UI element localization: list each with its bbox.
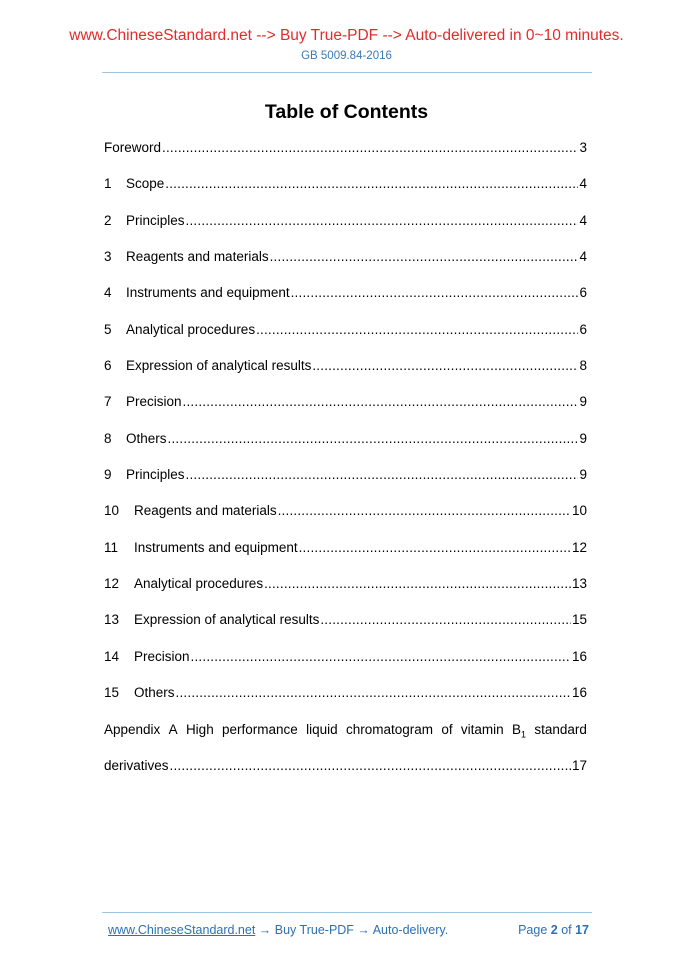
dot-leader: [165, 176, 578, 191]
toc-entry[interactable]: [104, 213, 587, 233]
footer-site-link[interactable]: www.ChineseStandard.net: [108, 923, 256, 937]
dot-leader: [168, 431, 579, 446]
toc-page: 10: [571, 503, 587, 519]
toc-page: 4: [579, 176, 587, 192]
appendix-word: High: [185, 721, 214, 737]
toc-entry[interactable]: [104, 322, 587, 342]
footer-divider: [102, 912, 592, 913]
footer-promo-text: → Buy True-PDF → Auto-delivery.: [255, 923, 449, 937]
dot-leader: [170, 758, 571, 773]
toc-number: 8: [104, 430, 112, 446]
dot-leader: [183, 394, 579, 409]
toc-page: 13: [571, 576, 587, 592]
toc-label: Analytical procedures: [126, 321, 256, 337]
dot-leader: [176, 685, 571, 700]
toc-number: 9: [104, 467, 112, 483]
toc-entry[interactable]: [104, 685, 587, 705]
toc-entry[interactable]: [104, 649, 587, 669]
toc-page: 16: [571, 685, 587, 701]
toc-label: Precision: [134, 648, 190, 664]
standard-code: GB 5009.84-2016: [301, 50, 392, 62]
toc-number: 4: [104, 285, 112, 301]
toc-entry[interactable]: [104, 249, 587, 269]
toc-number: 5: [104, 321, 112, 337]
toc-label: derivatives: [104, 757, 169, 773]
toc-entry[interactable]: [104, 612, 587, 632]
toc-page: 12: [571, 539, 587, 555]
toc-entry-appendix[interactable]: [104, 722, 587, 742]
toc-number: 2: [104, 212, 112, 228]
promo-banner[interactable]: www.ChineseStandard.net --> Buy True-PDF --> Auto-delivered in 0~10 minutes.: [69, 27, 624, 44]
toc-label: Others: [134, 685, 175, 701]
appendix-word: vitamin: [460, 721, 504, 737]
toc-label: Analytical procedures: [134, 576, 264, 592]
page-number: 2: [550, 923, 558, 937]
toc-entry[interactable]: [104, 285, 587, 305]
toc-entry[interactable]: [104, 176, 587, 196]
toc-entry[interactable]: [104, 540, 587, 560]
toc-page: 6: [579, 285, 587, 301]
toc-number: 11: [104, 539, 119, 555]
dot-leader: [162, 140, 578, 155]
dot-leader: [299, 540, 571, 555]
appendix-word: B: [511, 721, 521, 737]
toc-label: Expression of analytical results: [134, 612, 320, 628]
dot-leader: [186, 213, 579, 228]
subscript: 1: [521, 729, 527, 740]
toc-number: 3: [104, 249, 112, 265]
toc-number: 15: [104, 685, 120, 701]
dot-leader: [186, 467, 579, 482]
page-indicator: [518, 923, 589, 937]
footer: [108, 923, 589, 937]
appendix-word: performance: [222, 721, 298, 737]
toc-page: 3: [579, 140, 587, 155]
page-total: 17: [575, 923, 589, 937]
table-of-contents: [104, 140, 587, 794]
toc-label: Scope: [126, 176, 165, 192]
appendix-word: A: [168, 721, 178, 737]
appendix-word: liquid: [306, 721, 338, 737]
toc-label: Instruments and equipment: [134, 539, 298, 555]
toc-page: 4: [579, 249, 587, 265]
toc-page: 17: [571, 757, 587, 773]
toc-label: Principles: [126, 467, 185, 483]
toc-label: Reagents and materials: [134, 503, 277, 519]
toc-entry[interactable]: [104, 358, 587, 378]
toc-label: Principles: [126, 212, 185, 228]
page-prefix: Page: [518, 923, 551, 937]
toc-page: 9: [579, 467, 587, 483]
toc-label: Instruments and equipment: [126, 285, 290, 301]
dot-leader: [270, 249, 579, 264]
toc-page: 9: [579, 394, 587, 410]
dot-leader: [256, 322, 578, 337]
toc-entry-appendix-cont[interactable]: [104, 758, 587, 778]
appendix-word: chromatogram: [345, 721, 434, 737]
toc-label: Others: [126, 430, 167, 446]
toc-entry-foreword[interactable]: [104, 140, 587, 160]
toc-number: 10: [104, 503, 120, 519]
toc-entry[interactable]: [104, 503, 587, 523]
dot-leader: [264, 576, 571, 591]
toc-entry[interactable]: [104, 394, 587, 414]
appendix-word: of: [441, 721, 453, 737]
dot-leader: [191, 649, 571, 664]
page-mid: of: [557, 923, 576, 937]
toc-label: Precision: [126, 394, 182, 410]
toc-page: 9: [579, 430, 587, 446]
toc-number: 12: [104, 576, 120, 592]
toc-number: 14: [104, 648, 120, 664]
toc-number: 7: [104, 394, 112, 410]
appendix-word: standard: [534, 721, 587, 737]
appendix-word-vitamin-b1: [512, 722, 526, 742]
toc-page: 16: [571, 648, 587, 664]
toc-label: Reagents and materials: [126, 249, 269, 265]
toc-label: Expression of analytical results: [126, 358, 312, 374]
dot-leader: [291, 285, 579, 300]
toc-page: 15: [571, 612, 587, 628]
dot-leader: [278, 503, 571, 518]
toc-entry[interactable]: [104, 467, 587, 487]
toc-label: Foreword: [104, 140, 162, 155]
toc-page: 6: [579, 321, 587, 337]
toc-number: 6: [104, 358, 112, 374]
toc-entry[interactable]: [104, 431, 587, 451]
toc-number: 13: [104, 612, 120, 628]
page-title: Table of Contents: [264, 101, 429, 123]
header-divider: [102, 72, 592, 73]
toc-page: 4: [579, 212, 587, 228]
dot-leader: [312, 358, 578, 373]
dot-leader: [320, 612, 571, 627]
toc-page: 8: [579, 358, 587, 374]
toc-number: 1: [104, 176, 112, 192]
toc-entry[interactable]: [104, 576, 587, 596]
appendix-word: Appendix: [104, 721, 161, 737]
